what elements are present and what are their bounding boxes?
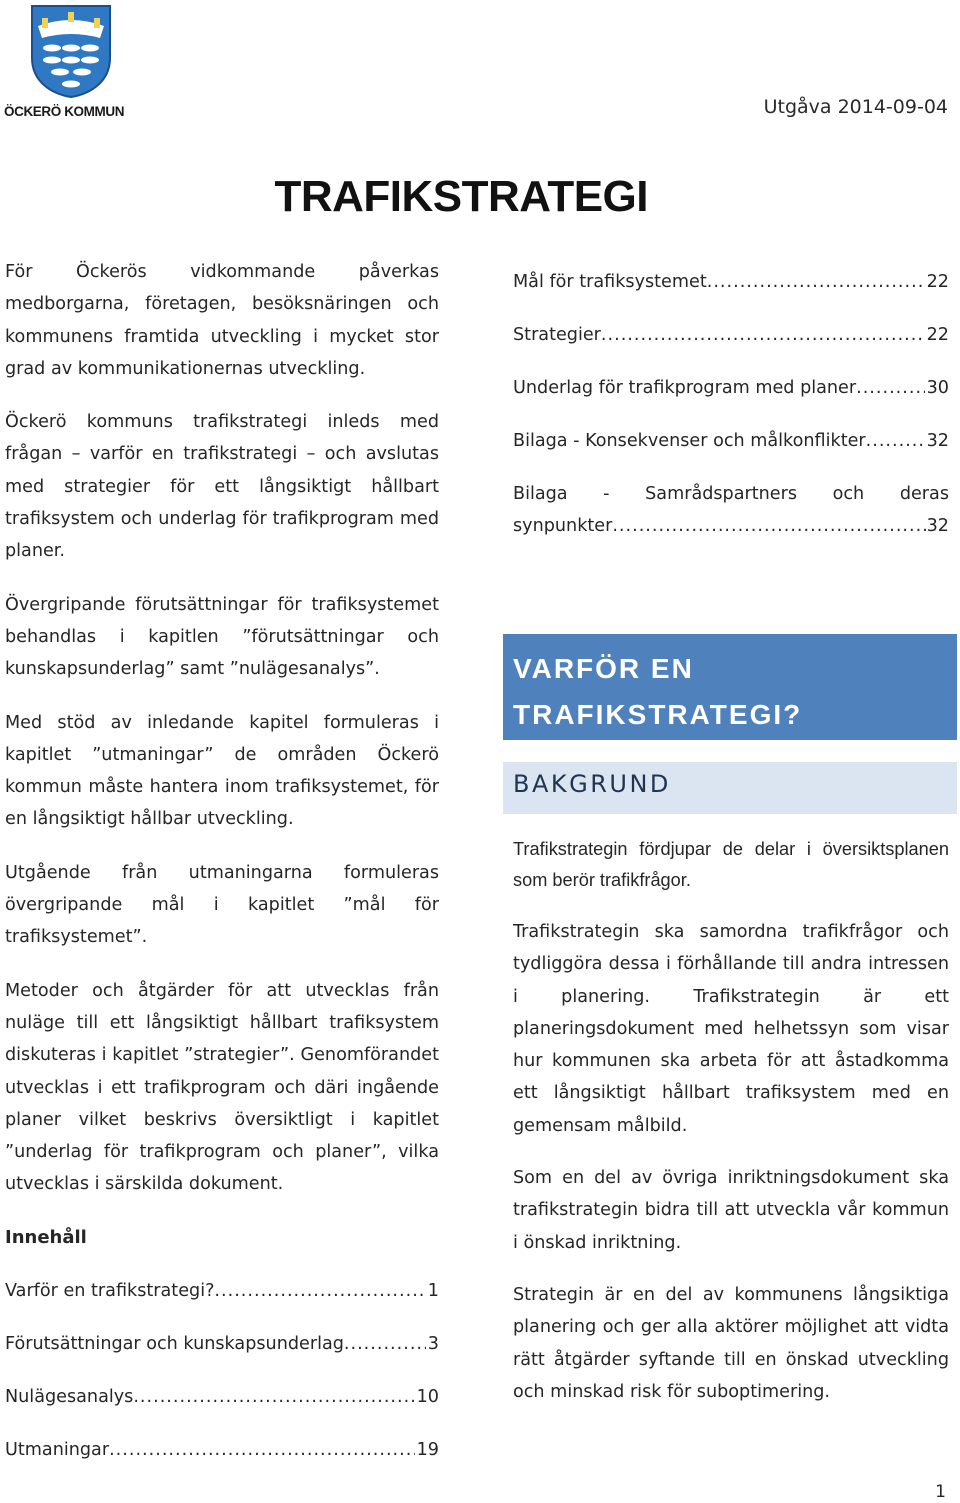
toc-entry[interactable] <box>5 1381 439 1413</box>
left-column <box>5 256 439 1487</box>
toc-entry[interactable] <box>513 319 949 351</box>
toc-entry-page: 19 <box>416 1439 439 1460</box>
section-heading: VARFÖR EN TRAFIKSTRATEGI? <box>513 653 803 730</box>
toc-entry-page: 22 <box>926 325 949 345</box>
municipality-logo <box>4 4 132 122</box>
intro-paragraph: För Öckerös vidkommande påverkas medborgarna, företagen, besöksnäringen och kommunens framtida utveckling i mycket stor grad av kommunikationernas utveckling. <box>5 262 439 379</box>
toc-entry-page: 1 <box>427 1280 439 1301</box>
page-number: 1 <box>935 1482 946 1502</box>
toc-leader <box>856 372 924 404</box>
intro-paragraph: Öckerö kommuns trafikstrategi inleds med frågan – varför en trafikstrategi – och avslutas med strategier för ett långsiktigt hållbart trafiksystem och underlag för trafikprogram med planer. <box>5 412 439 562</box>
toc-leader <box>707 266 925 298</box>
toc-leader <box>133 1381 414 1413</box>
toc-leader <box>344 1328 426 1360</box>
toc-entry[interactable] <box>513 266 949 298</box>
toc-entry[interactable] <box>513 425 949 457</box>
toc-entry[interactable] <box>513 372 949 404</box>
toc-entry-label: Bilaga - Konsekvenser och målkonflikter <box>513 431 866 451</box>
toc-leader <box>866 425 925 457</box>
toc-entry-page: 10 <box>416 1386 439 1407</box>
toc-entry[interactable] <box>5 1275 439 1307</box>
toc-entry[interactable] <box>5 1434 439 1466</box>
toc-entry-label: Varför en trafikstrategi? <box>5 1280 215 1301</box>
section-body <box>513 834 949 1428</box>
toc-entry-page: 3 <box>427 1333 439 1354</box>
intro-paragraph: Metoder och åtgärder för att utvecklas från nuläge till ett långsiktigt hållbart trafiksystem diskuteras i kapitlet ”strategier”. Genomförandet utvecklas i ett trafikprogram och däri ingående planer vilket beskrivs översiktligt i kapitlet ”underlag för trafikprogram och planer”, vilka utvecklas i särskilda dokument. <box>5 980 439 1195</box>
section-heading-banner <box>503 634 957 740</box>
toc-entry-page: 22 <box>926 272 949 292</box>
toc-entry-label: Utmaningar <box>5 1439 110 1460</box>
body-paragraph: Som en del av övriga inriktningsdokument ska trafikstrategin bidra till att utveckla vår kommun i önskad inriktning. <box>513 1168 949 1253</box>
toc-entry-label: Bilaga - Samrådspartners och deras <box>513 484 949 504</box>
intro-paragraph: Utgående från utmaningarna formuleras övergripande mål i kapitlet ”mål för trafiksystemet”. <box>5 862 439 948</box>
toc-entry[interactable] <box>5 1328 439 1360</box>
toc-leader <box>612 510 926 542</box>
toc-entry-label: Mål för trafiksystemet <box>513 272 707 292</box>
toc-entry-page: 32 <box>926 516 949 537</box>
toc-entry[interactable] <box>513 478 949 543</box>
toc-entry-label: Nulägesanalys <box>5 1386 134 1407</box>
intro-paragraph: Övergripande förutsättningar för trafiksystemet behandlas i kapitlen ”förutsättningar och kunskapsunderlag” samt ”nulägesanalys”. <box>5 594 439 680</box>
document-title: TRAFIKSTRATEGI <box>274 172 648 221</box>
coat-of-arms-icon <box>30 4 112 98</box>
toc-entry-label: Strategier <box>513 325 601 345</box>
toc-entry-label: Underlag för trafikprogram med planer <box>513 378 857 398</box>
subsection-heading: BAKGRUND <box>513 770 671 798</box>
toc-leader <box>214 1275 425 1307</box>
logo-wordmark: ÖCKERÖ KOMMUN <box>4 104 125 119</box>
toc-entry-label: Förutsättningar och kunskapsunderlag <box>5 1333 344 1354</box>
toc-entry-page: 30 <box>926 378 949 398</box>
intro-paragraph: Med stöd av inledande kapitel formuleras i kapitlet ”utmaningar” de områden Öckerö kommun måste hantera inom trafiksystemet, för en långsiktigt hållbar utveckling. <box>5 712 439 830</box>
toc-leader <box>601 319 925 351</box>
toc-leader <box>109 1434 415 1466</box>
edition-date: Utgåva 2014-09-04 <box>763 96 948 118</box>
right-toc <box>513 266 949 564</box>
body-paragraph: Trafikstrategin fördjupar de delar i översiktsplanen som berör trafikfrågor. <box>513 839 949 890</box>
toc-heading: Innehåll <box>5 1226 87 1248</box>
body-paragraph: Trafikstrategin ska samordna trafikfrågor och tydliggöra dessa i förhållande till andra intressen i planering. Trafikstrategin är ett planeringsdokument med helhetssyn som visar hur kommunen ska arbeta för att åstadkomma ett långsiktigt hållbart trafiksystem med en gemensam målbild. <box>513 922 949 1136</box>
subsection-heading-banner <box>503 762 957 814</box>
toc-entry-label-cont: synpunkter <box>513 516 613 537</box>
body-paragraph: Strategin är en del av kommunens långsiktiga planering och ger alla aktörer möjlighet att vidta rätt åtgärder syftande till en önskad utveckling och minskad risk för suboptimering. <box>513 1284 949 1402</box>
toc-entry-page: 32 <box>926 431 949 451</box>
